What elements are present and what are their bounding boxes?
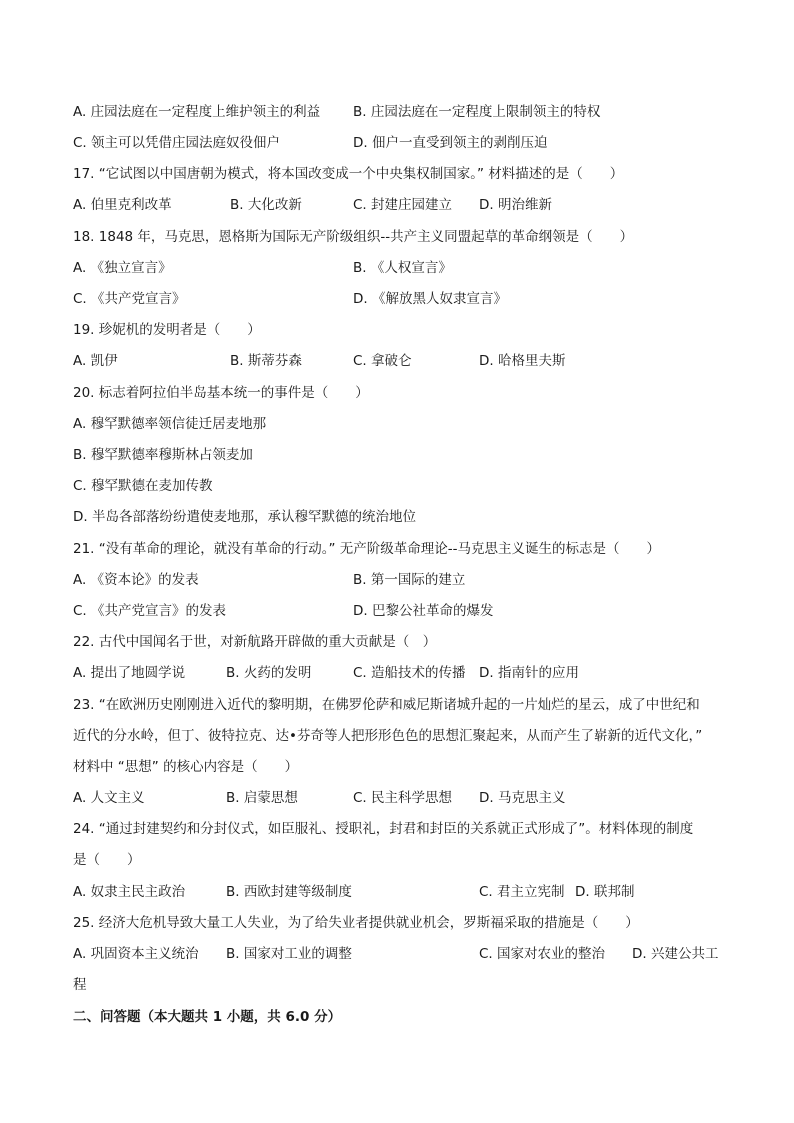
q22-option-c: C. 造船技术的传播 [353, 665, 466, 681]
q25-option-c: C. 国家对农业的整治 [479, 946, 606, 962]
q23-option-c: C. 民主科学思想 [353, 790, 453, 806]
q18-option-d: D. 《解放黑人奴隶宣言》 [353, 291, 507, 307]
q24-option-d: D. 联邦制 [575, 884, 635, 900]
q25-option-a: A. 巩固资本主义统治 [73, 946, 199, 962]
q16-option-a: A. 庄园法庭在一定程度上维护领主的利益 [73, 104, 321, 120]
q21-option-c: C. 《共产党宣言》的发表 [73, 603, 227, 619]
q19-option-b: B. 斯蒂芬森 [230, 353, 302, 369]
q19-option-d: D. 哈格里夫斯 [479, 353, 566, 369]
q17-option-a: A. 伯里克利改革 [73, 197, 172, 213]
q24-option-c: C. 君主立宪制 [479, 884, 565, 900]
q21-option-a: A. 《资本论》的发表 [73, 572, 199, 588]
q19-option-a: A. 凯伊 [73, 353, 118, 369]
q21-option-d: D. 巴黎公社革命的爆发 [353, 603, 494, 619]
q18-option-a: A. 《独立宣言》 [73, 260, 172, 276]
exam-page: A. 庄园法庭在一定程度上维护领主的利益 B. 庄园法庭在一定程度上限制领主的特权 C. 领主可以凭借庄园法庭奴役佃户 D. 佃户一直受到领主的剥削压迫 17. “它试图以中国唐朝为模式，将本国改变成一个中央集权制国家。” 材料描述的是（ ） A. 伯里克利改革 B. 大化改新 C. 封建庄园建立 D. 明治维新 18. 1848 年，马克思，恩格斯为国际无产阶级组织--共产主义同盟起草的革命纲领是（ ） A. 《独立宣言》 B. 《人权宣言》 C. 《共产党宣言》 D. 《解放黑人奴隶宣言》 19. 珍妮机的发明者是（ ） A. 凯伊 B. 斯蒂芬森 C. 拿破仑 D. 哈格里夫斯 20. 标志着阿拉伯半岛基本统一的事件是（ ） A. 穆罕默德率领信徒迁居麦地那 B. 穆罕默德率穆斯林占领麦加 C. 穆罕默德在麦加传教 D. 半岛各部落纷纷遣使麦地那，承认穆罕默德的统治地位 21. “没有革命的理论，就没有革命的行动。” 无产阶级革命理论--马克思主义诞生的标志是（ ） A. 《资本论》的发表 B. 第一国际的建立 C. 《共产党宣言》的发表 D. 巴黎公社革命的爆发 22. 古代中国闻名于世，对新航路开辟做的重大贡献是（ ） A. 提出了地圆学说 B. 火药的发明 C. 造船技术的传播 D. 指南针的应用 23. “在欧洲历史刚刚进入近代的黎明期，在佛罗伦萨和威尼斯诸城升起的一片灿烂的星云，成了中世纪和 近代的分水岭，但丁、彼特拉克、达•芬奇等人把形形色色的思想汇聚起来，从而产生了崭新的近代文化，” 材料中 “思想” 的核心内容是（ ） A. 人文主义 B. 启蒙思想 C. 民主科学思想 D. 马克思主义 24. “通过封建契约和分封仪式，如臣服礼、授职礼，封君和封臣的关系就正式形成了”。材料体现的制度 是（ ） A. 奴隶主民主政治 B. 西欧封建等级制度 C. 君主立宪制 D. 联邦制 25. 经济大危机导致大量工人失业，为了给失业者提供就业机会，罗斯福采取的措施是（ ） A. 巩固资本主义统治 B. 国家对工业的调整 C. 国家对农业的整治 D. 兴建公共工 程 二、问答题（本大题共 1 小题，共 6.0 分） [73, 104, 719, 1025]
q17-option-b: B. 大化改新 [230, 197, 302, 213]
q25-option-b: B. 国家对工业的调整 [226, 946, 352, 962]
q19-option-c: C. 拿破仑 [353, 353, 412, 369]
q25-option-d: D. 兴建公共工 [632, 946, 719, 962]
q24-option-a: A. 奴隶主民主政治 [73, 884, 186, 900]
q23-option-b: B. 启蒙思想 [226, 790, 298, 806]
q22-option-a: A. 提出了地圆学说 [73, 665, 186, 681]
q24-option-b: B. 西欧封建等级制度 [226, 884, 352, 900]
q16-option-c: C. 领主可以凭借庄园法庭奴役佃户 [73, 135, 281, 151]
q16-option-d: D. 佃户一直受到领主的剥削压迫 [353, 135, 548, 151]
q17-option-d: D. 明治维新 [479, 197, 552, 213]
q17-option-c: C. 封建庄园建立 [353, 197, 453, 213]
q22-option-b: B. 火药的发明 [226, 665, 312, 681]
q23-option-a: A. 人文主义 [73, 790, 145, 806]
q18-option-b: B. 《人权宣言》 [353, 260, 452, 276]
q16-option-b: B. 庄园法庭在一定程度上限制领主的特权 [353, 104, 601, 120]
q23-option-d: D. 马克思主义 [479, 790, 566, 806]
q18-option-c: C. 《共产党宣言》 [73, 291, 186, 307]
q21-option-b: B. 第一国际的建立 [353, 572, 466, 588]
q22-option-d: D. 指南针的应用 [479, 665, 579, 681]
